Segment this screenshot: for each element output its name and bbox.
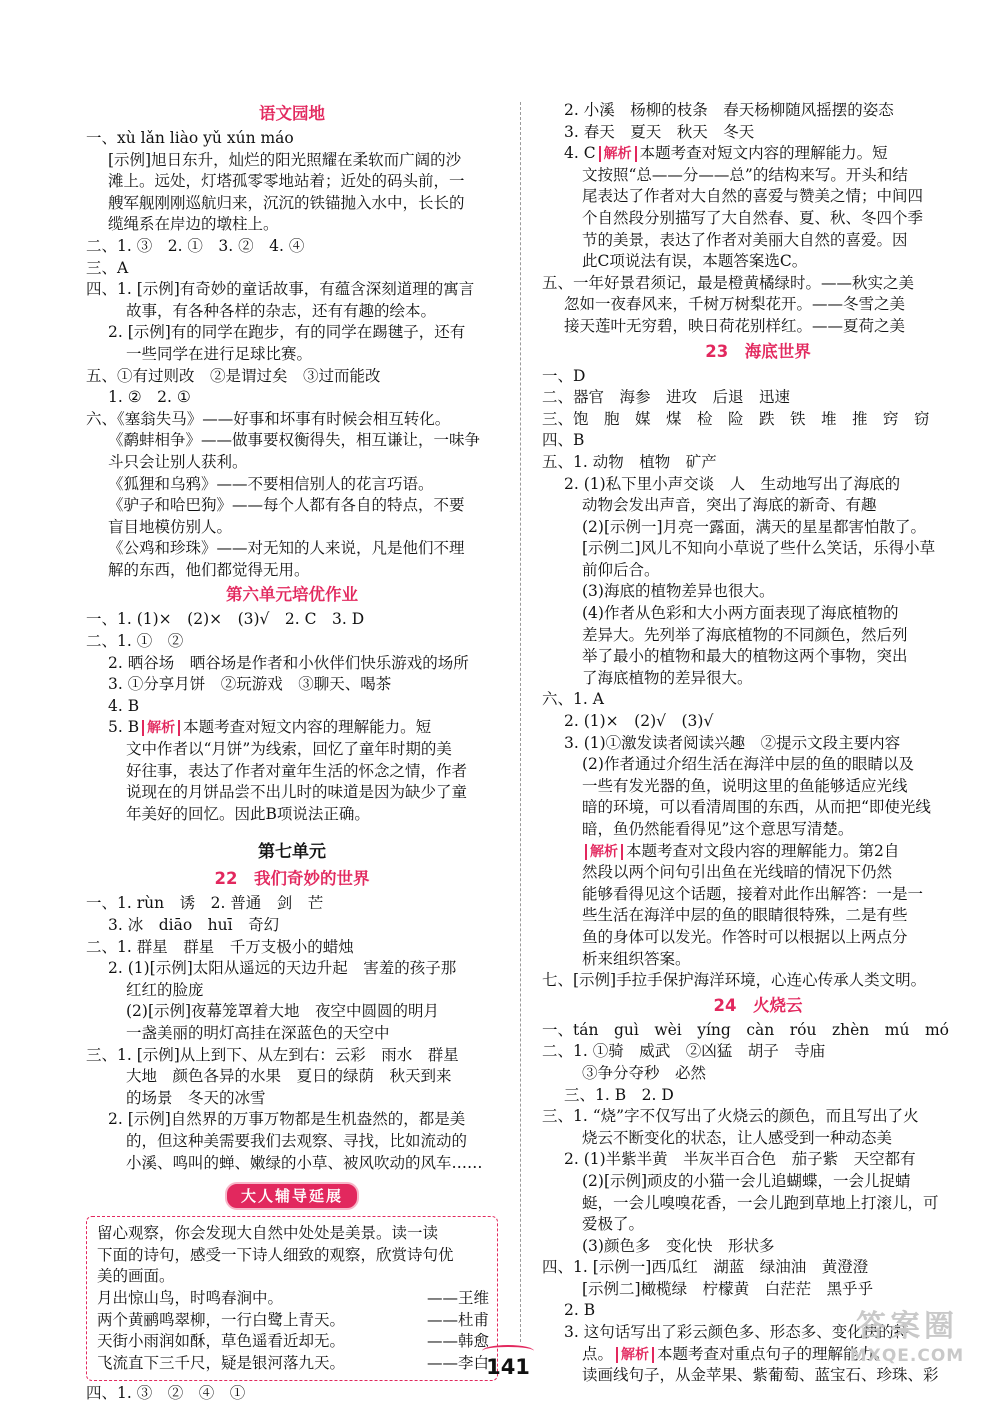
answer-line: 能够看得见这个话题，接着对此作出解答：一是一 — [582, 884, 924, 903]
poem-author: ——杜甫 — [426, 1310, 489, 1329]
poem-verse: 天街小雨润如酥，草色遥看近却无。 — [97, 1332, 346, 1351]
column-divider — [520, 102, 521, 1342]
answer-line: 忽如一夜春风来，千树万树梨花开。——冬雪之美 — [564, 295, 906, 314]
analysis-tag: 解析 — [585, 844, 623, 860]
page-number: 141 — [486, 1355, 530, 1379]
poem-author: ——李白 — [426, 1353, 489, 1372]
answer-line: 文中作者以“月饼”为线索，回忆了童年时期的美 — [126, 740, 452, 759]
answer-line: 四、1. [示例一]西瓜红 湖蓝 绿油油 黄澄澄 — [542, 1258, 869, 1277]
analysis-tag: 解析 — [142, 720, 180, 736]
answer-line: 一些同学在进行足球比赛。 — [126, 344, 313, 363]
answer-line: 蜓，一会儿嗅嗅花香，一会儿跑到草地上打滚儿，可 — [582, 1193, 939, 1212]
answer-line: 三、1. [示例]从上到下、从左到右：云彩 雨水 群星 — [86, 1045, 459, 1064]
answer-line: 个自然段分别描写了大自然春、夏、秋、冬四个季 — [582, 208, 924, 227]
answer-line: (4)作者从色彩和大小两方面表现了海底植物的 — [582, 604, 899, 623]
unit-heading: 第七单元 — [258, 842, 326, 863]
answer-line: 文按照“总——分——总”的结构来写。开头和结 — [582, 165, 908, 184]
box-line: 下面的诗句，感受一下诗人细致的观察，欣赏诗句优 — [97, 1245, 454, 1264]
answer-line: 2. (1)私下里小声交谈 人 生动地写出了海底的 — [564, 474, 901, 493]
parent-guide-banner-wrap — [86, 1182, 498, 1210]
answer-line: (2)作者通过介绍生活在海洋中层的鱼的眼睛以及 — [582, 755, 914, 774]
lesson-title-23: 23 海底世界 — [705, 341, 811, 361]
answer-line: 读画线句子，从金苹果、紫葡萄、蓝宝石、珍珠、彩 — [582, 1366, 939, 1385]
answer-line: 二、1. ①骑 威武 ②凶猛 胡子 寺庙 — [542, 1042, 826, 1061]
answer-line: 4. B — [108, 696, 140, 715]
answer-line: 六、1. A — [542, 690, 604, 709]
answer-line: 析来组织答案。 — [582, 949, 691, 968]
parent-guide-banner: 大人辅导延展 — [225, 1182, 359, 1210]
answer-line: 动物会发出声音，突出了海底的新奇、有趣 — [582, 496, 877, 515]
analysis-text: 本题考查对短文内容的理解能力。短 — [183, 718, 432, 737]
answer-line: [示例]旭日东升，灿烂的阳光照耀在柔软而广阔的沙 — [108, 150, 462, 169]
answer-line: 五、1. 动物 植物 矿产 — [542, 452, 717, 471]
answer-line: 说现在的月饼品尝不出儿时的味道是因为缺少了童 — [126, 783, 468, 802]
answer-block — [86, 609, 498, 825]
poem-line — [97, 1288, 489, 1310]
poem-verse: 飞流直下三千尺，疑是银河落九天。 — [97, 1353, 346, 1372]
answer-line: 此C项说法有误，本题答案选C。 — [582, 252, 808, 271]
answer-line: 前仰后合。 — [582, 560, 660, 579]
poem-line — [97, 1353, 489, 1375]
poem-author: ——王维 — [426, 1288, 489, 1307]
answer-line: 二、器官 海参 进攻 后退 迅速 — [542, 388, 791, 407]
answer-line: 五、一年好景君须记，最是橙黄橘绿时。——秋实之美 — [542, 273, 915, 292]
answer-block — [86, 893, 498, 1174]
answer-line: 一、1. rùn 诱 2. 普通 剑 芒 — [86, 894, 324, 913]
poem-author: ——韩愈 — [426, 1332, 489, 1351]
answer-line: 滩上。远处，灯塔孤零零地站着；近处的码头前，一 — [108, 172, 465, 191]
answer-line: 3. (1)①激发读者阅读兴趣 ②提示文段主要内容 — [564, 733, 901, 752]
answer-line: 一盏美丽的明灯高挂在深蓝色的天空中 — [126, 1023, 390, 1042]
analysis-text: 本题考查对文段内容的理解能力。第2自 — [626, 841, 900, 860]
answer-line: 接天莲叶无穷碧，映日荷花别样红。——夏荷之美 — [564, 316, 906, 335]
answer-line: 三、饱 胞 媒 煤 检 险 跌 铁 堆 推 窍 窃 — [542, 409, 930, 428]
poem-line — [97, 1331, 489, 1353]
lesson-title-24: 24 火烧云 — [713, 995, 803, 1015]
poem-line — [97, 1310, 489, 1332]
answer-line: 《驴子和哈巴狗》——每个人都有各自的特点，不要 — [108, 496, 465, 515]
answer-line: 3. 冰 diāo huī 奇幻 — [108, 916, 280, 934]
lesson-title-22: 22 我们奇妙的世界 — [214, 869, 370, 889]
answer-line: 2. [示例]有的同学在跑步，有的同学在踢毽子，还有 — [108, 323, 466, 342]
box-line: 留心观察，你会发现大自然中处处是美景。读一读 — [97, 1224, 439, 1243]
answer-line: 2. 小溪 杨柳的枝条 春天杨柳随风摇摆的姿态 — [564, 101, 894, 119]
answer-line: 一些有发光器的鱼，说明这里的鱼能够适应光线 — [582, 776, 908, 795]
answer-line: 七、[示例]手拉手保护海洋环境，心连心传承人类文明。 — [542, 971, 927, 990]
answer-line: 《鹬蚌相争》——做事要权衡得失，相互谦让，一味争 — [108, 431, 481, 450]
watermark-logo — [832, 1309, 982, 1371]
answer-line: (3)颜色多 变化快 形状多 — [582, 1236, 775, 1255]
answer-line: [示例二]风儿不知向小草说了些什么笑话，乐得小草 — [582, 539, 936, 558]
answer-line: 3. 这句话写出了彩云颜色多、形态多、变化快的特 — [564, 1323, 910, 1342]
answer-line: 一、xù lǎn liào yǔ xún máo — [86, 129, 294, 147]
answer-line: 2. B — [564, 1301, 596, 1320]
answer-line: 节的美景，表达了作者对美丽大自然的喜爱。因 — [582, 230, 908, 249]
answer-line: 的，但这种美需要我们去观察、寻找，比如流动的 — [126, 1131, 468, 1150]
answer-line: 差异大。先列举了海底植物的不同颜色，然后列 — [582, 625, 908, 644]
answer-prefix: 4. C — [564, 144, 596, 163]
answer-line: 艘军舰刚刚巡航归来，沉沉的铁锚抛入水中，长长的 — [108, 193, 465, 212]
answer-prefix: 5. B — [108, 718, 140, 737]
answer-line: 四、1. ③ ② ④ ① — [86, 1384, 246, 1403]
answer-line: 一、D — [542, 366, 586, 385]
answer-line: 2. (1)[示例]太阳从遥远的天边升起 害羞的孩子那 — [108, 959, 457, 978]
answer-line — [542, 143, 974, 165]
analysis-text: 本题考查对短文内容的理解能力。短 — [639, 144, 888, 163]
analysis-tag: 解析 — [599, 146, 637, 162]
analysis-tag: 解析 — [616, 1347, 654, 1363]
answer-line: 二、1. 群星 群星 千万支极小的蜡烛 — [86, 937, 354, 956]
answer-line: 三、1. “烧”字不仅写出了火烧云的颜色，而且写出了火 — [542, 1107, 919, 1126]
watermark-title: 答案圈 — [856, 1309, 958, 1344]
section-title-yuwen-yuandi: 语文园地 — [259, 104, 325, 123]
answer-line: [示例二]橄榄绿 柠檬黄 白茫茫 黑乎乎 — [582, 1279, 874, 1298]
answer-line: 红红的脸庞 — [126, 980, 204, 999]
answer-line: 四、B — [542, 431, 585, 450]
answer-line: 尾表达了作者对大自然的喜爱与赞美之情；中间四 — [582, 187, 924, 206]
poem-verse: 月出惊山鸟，时鸣春涧中。 — [97, 1288, 284, 1307]
answer-line: 年美好的回忆。因此B项说法正确。 — [126, 804, 370, 823]
answer-line: 一、1. (1)× (2)× (3)√ 2. C 3. D — [86, 610, 365, 629]
answer-line: 小溪、鸣叫的蝉、嫩绿的小草、被风吹动的风车…… — [126, 1153, 483, 1172]
answer-line: 《狐狸和乌鸦》——不要相信别人的花言巧语。 — [108, 474, 434, 493]
answer-line: 烧云不断变化的状态，让人感受到一种动态美 — [582, 1128, 893, 1147]
answer-line: 3. ①分享月饼 ②玩游戏 ③聊天、喝茶 — [108, 675, 392, 694]
answer-line: 爱极了。 — [582, 1215, 645, 1234]
box-line: 美的画面。 — [97, 1267, 175, 1286]
answer-line: (2)[示例一]月亮一露面，满天的星星都害怕散了。 — [582, 517, 927, 536]
answer-line: (2)[示例]顽皮的小猫一会儿追蝴蝶，一会儿捉蜻 — [582, 1171, 911, 1190]
answer-line: (3)海底的植物差异也很大。 — [582, 582, 775, 601]
answer-line — [542, 841, 974, 863]
answer-line: 3. 春天 夏天 秋天 冬天 — [564, 122, 755, 141]
answer-line: 2. (1)半紫半黄 半灰半百合色 茄子紫 天空都有 — [564, 1150, 916, 1169]
answer-line: 大地 颜色各异的水果 夏日的绿荫 秋天到来 — [126, 1067, 452, 1086]
answer-line: 斗只会让别人获利。 — [108, 452, 248, 471]
left-column — [86, 100, 498, 1405]
analysis-text: 本题考查对重点句子的理解能力。 — [657, 1344, 890, 1363]
answer-line: 1. ② 2. ① — [108, 388, 191, 407]
answer-line: 的场景 冬天的冰雪 — [126, 1088, 266, 1107]
answer-line: 六、《塞翁失马》——好事和坏事有时候会相互转化。 — [86, 409, 451, 428]
answer-line: ③争分夺秒 必然 — [582, 1063, 707, 1082]
section-title-unit6-homework: 第六单元培优作业 — [226, 585, 358, 605]
answer-line: 2. [示例]自然界的万事万物都是生机盎然的，都是美 — [108, 1110, 466, 1129]
answer-line: 盲目地模仿别人。 — [108, 517, 233, 536]
answer-line: 二、1. ③ 2. ① 3. ② 4. ④ — [86, 236, 305, 255]
answer-line: 三、A — [86, 258, 129, 277]
answer-line: 鱼的身体可以发光。作答时可以根据以上两点分 — [582, 927, 908, 946]
parent-guide-box — [86, 1216, 498, 1381]
answer-line: 2. (1)× (2)√ (3)√ — [564, 712, 714, 731]
watermark-url: MXQE.COM — [849, 1346, 965, 1366]
answer-line: 《公鸡和珍珠》——对无知的人来说，凡是他们不理 — [108, 539, 465, 558]
answer-line: 缆绳系在岸边的墩柱上。 — [108, 215, 279, 234]
answer-line: 暗，鱼仍然能看得见”这个意思写清楚。 — [582, 820, 854, 838]
answer-line: (2)[示例]夜幕笼罩着大地 夜空中圆圆的明月 — [126, 1002, 440, 1021]
answer-line: 好往事，表达了作者对童年生活的怀念之情，作者 — [126, 761, 468, 780]
answer-line: 五、①有过则改 ②是谓过矣 ③过而能改 — [86, 366, 381, 385]
answer-line: 了海底植物的差异很大。 — [582, 668, 753, 687]
answer-line: 解的东西，他们都觉得无用。 — [108, 560, 310, 579]
answer-line: 然段以两个问句引出鱼在光线暗的情况下仍然 — [582, 863, 893, 882]
answer-line: 二、1. ① ② — [86, 632, 184, 651]
answer-line — [86, 717, 498, 739]
answer-line: 举了最小的植物和最大的植物这两个事物，突出 — [582, 647, 908, 666]
answer-block — [86, 128, 498, 581]
answer-line: 四、1. [示例]有奇妙的童话故事，有蕴含深刻道理的寓言 — [86, 280, 475, 299]
answer-line: 暗的环境，可以看清周围的东西，从而把“即使光线 — [582, 798, 931, 817]
right-column — [542, 100, 974, 1387]
answer-line: 2. 晒谷场 晒谷场是作者和小伙伴们快乐游戏的场所 — [108, 653, 469, 672]
answer-prefix: 点。 — [582, 1344, 614, 1363]
answer-line: 一、tán guì wèi yíng càn róu zhèn mú mó — [542, 1020, 949, 1039]
answer-line: 些生活在海洋中层的鱼的眼睛很特殊，二是有些 — [582, 906, 908, 925]
answer-line: 故事，有各种各样的杂志，还有有趣的绘本。 — [126, 301, 437, 320]
poem-verse: 两个黄鹂鸣翠柳，一行白鹭上青天。 — [97, 1310, 346, 1329]
answer-line: 三、1. B 2. D — [564, 1085, 674, 1104]
